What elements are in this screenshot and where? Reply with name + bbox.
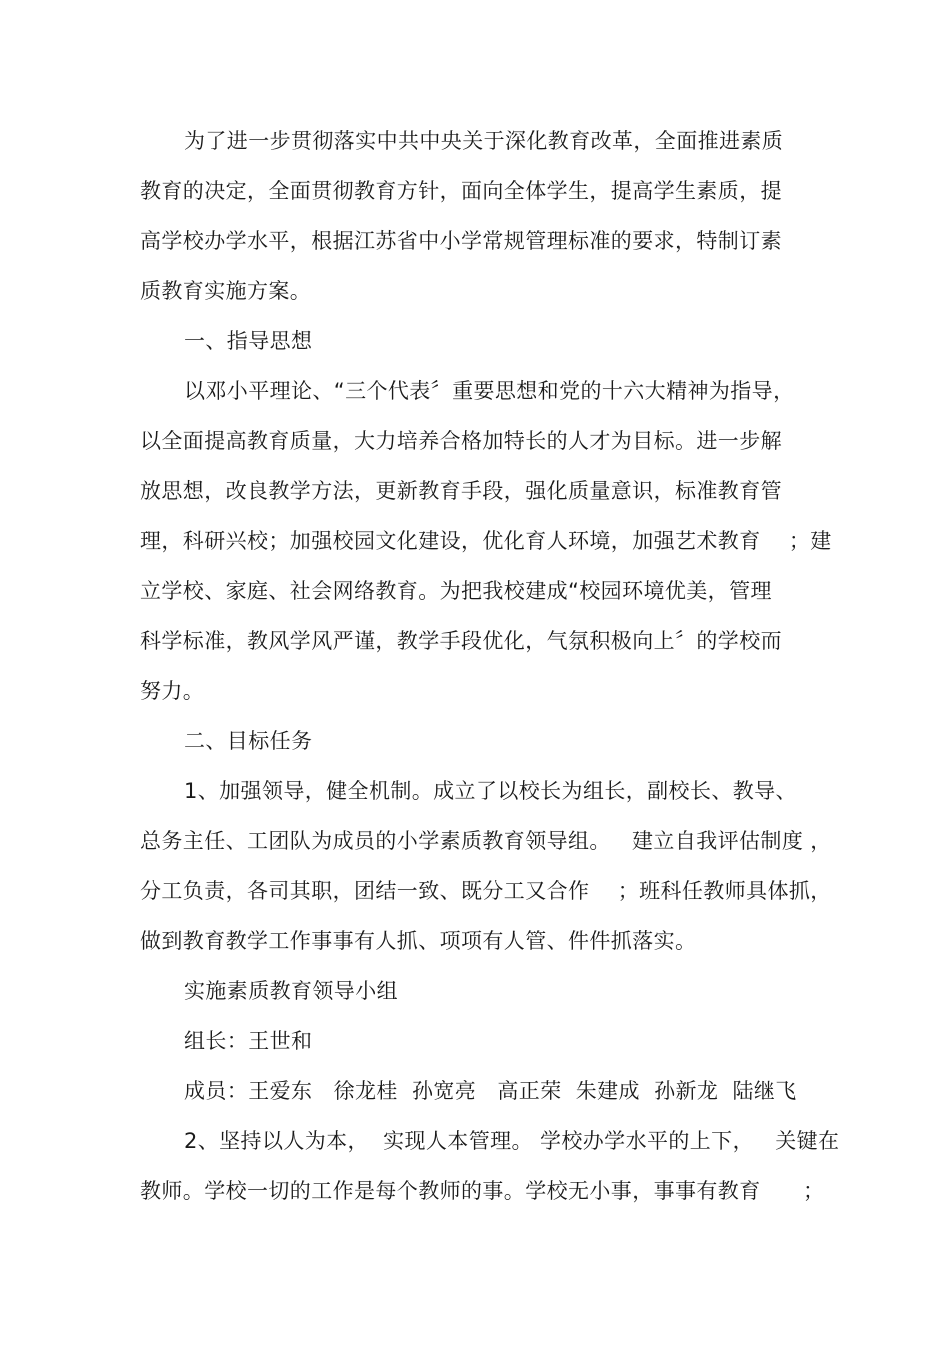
group-leader: 组长：王世和 [184,1029,313,1053]
paragraph-line: 科学标准，教风学风严谨，教学手段优化，气氛积极向上〞的学校而 [140,629,782,653]
group-title: 实施素质教育领导小组 [184,979,398,1003]
paragraph-line: 教育的决定，全面贯彻教育方针，面向全体学生，提高学生素质，提 [140,179,782,203]
paragraph-line: 以邓小平理论、“三个代表〞重要思想和党的十六大精神为指导， [184,379,795,403]
group-members: 成员：王爱东 徐龙桂 孙宽亮 高正荣 朱建成 孙新龙 陆继飞 [184,1079,797,1103]
paragraph-line: 总务主任、工团队为成员的小学素质教育领导组。 建立自我评估制度 ， [140,829,832,853]
paragraph-line: 做到教育教学工作事事有人抓、项项有人管、件件抓落实。 [140,929,697,953]
paragraph-line: 高学校办学水平，根据江苏省中小学常规管理标准的要求，特制订素 [140,229,782,253]
section-heading: 一、指导思想 [184,329,313,353]
paragraph-line: 质教育实施方案。 [140,279,312,303]
paragraph-line: 教师。学校一切的工作是每个教师的事。学校无小事，事事有教育 ； [140,1179,825,1203]
paragraph-line: 立学校、家庭、社会网络教育。为把我校建成“校园环境优美，管理 [140,579,772,603]
paragraph-line: 为了进一步贯彻落实中共中央关于深化教育改革，全面推进素质 [184,129,784,153]
paragraph-line: 以全面提高教育质量，大力培养合格加特长的人才为目标。进一步解 [140,429,782,453]
paragraph-line: 理，科研兴校；加强校园文化建设，优化育人环境，加强艺术教育 ；建 [140,529,832,553]
paragraph-line: 分工负责，各司其职，团结一致、既分工又合作 ；班科任教师具体抓， [140,879,832,903]
paragraph-line: 努力。 [140,679,205,703]
section-heading: 二、目标任务 [184,729,313,753]
paragraph-line: 2、坚持以人为本， 实现人本管理。 学校办学水平的上下， 关键在 [184,1129,840,1153]
paragraph-line: 1、加强领导，健全机制。成立了以校长为组长，副校长、教导、 [184,779,797,803]
paragraph-line: 放思想，改良教学方法，更新教育手段，强化质量意识，标准教育管 [140,479,782,503]
